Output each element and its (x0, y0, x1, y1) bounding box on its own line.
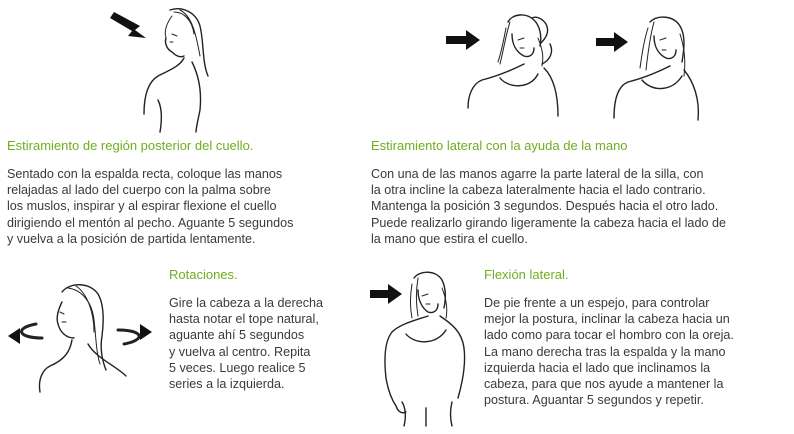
text-line: series a la izquierda. (169, 377, 285, 392)
arrow-icon (110, 12, 146, 38)
text-line: Gire la cabeza a la derecha (169, 296, 324, 310)
text-line: dirigiendo el mentón al pecho. Aguante 5 segundos (7, 215, 294, 230)
section-title-lateral-flexion: Flexión lateral. (484, 267, 569, 282)
text-line: la otra incline la cabeza lateralmente hacia el lado contrario. (371, 183, 706, 198)
text-line: La mano derecha tras la espalda y la mano (484, 344, 726, 359)
text-line: los muslos, inspirar y al espirar flexione el cuello (7, 199, 277, 214)
section-text-lateral-flexion (484, 295, 734, 408)
text-line: Mantenga la posición 3 segundos. Después hacia el otro lado. (371, 199, 719, 214)
text-line: y vuelva a la posición de partida lentamente. (7, 231, 256, 246)
section-text-lateral-hand (371, 166, 726, 247)
text-line: Sentado con la espalda recta, coloque las manos (7, 167, 283, 181)
woman-standing-lateral-flexion-icon (370, 268, 480, 428)
text-line: lado como para tocar el hombro con la oreja. (484, 328, 734, 343)
text-line: la mano que estira el cuello. (371, 231, 528, 246)
woman-neck-flexion-icon (110, 4, 220, 134)
section-title-posterior-neck: Estiramiento de región posterior del cuello. (7, 138, 254, 153)
text-line: De pie frente a un espejo, para controlar (484, 296, 710, 310)
arrow-icon (596, 32, 628, 52)
woman-hand-assisted-lateral-stretch-icon (446, 8, 566, 130)
text-line: cabeza, para que nos ayude a mantener la (484, 377, 724, 392)
arrow-icon (446, 30, 480, 50)
rotation-right-arrow-icon (118, 330, 139, 344)
text-line: aguante ahí 5 segundos (169, 328, 305, 343)
text-line: postura. Aguantar 5 segundos y repetir. (484, 393, 704, 408)
section-text-posterior-neck (7, 166, 293, 247)
arrow-icon (370, 284, 402, 304)
woman-head-rotation-icon (6, 280, 156, 396)
section-title-lateral-hand: Estiramiento lateral con la ayuda de la mano (371, 138, 628, 153)
text-line: Puede realizarlo girando ligeramente la cabeza hacia el lado de (371, 215, 726, 230)
section-title-rotations: Rotaciones. (169, 267, 238, 282)
section-text-rotations (169, 295, 323, 392)
text-line: Con una de las manos agarre la parte lateral de la silla, con (371, 167, 704, 181)
rotation-left-arrow-icon (22, 324, 42, 338)
woman-lateral-tilt-icon (596, 10, 706, 130)
text-line: mejor la postura, inclinar la cabeza hacia un (484, 312, 730, 327)
text-line: izquierda hacia el lado que inclinamos la (484, 360, 711, 375)
text-line: relajadas al lado del cuerpo con la palma sobre (7, 183, 271, 198)
text-line: y vuelva al centro. Repita (169, 344, 311, 359)
text-line: 5 veces. Luego realice 5 (169, 360, 306, 375)
text-line: hasta notar el tope natural, (169, 312, 319, 327)
